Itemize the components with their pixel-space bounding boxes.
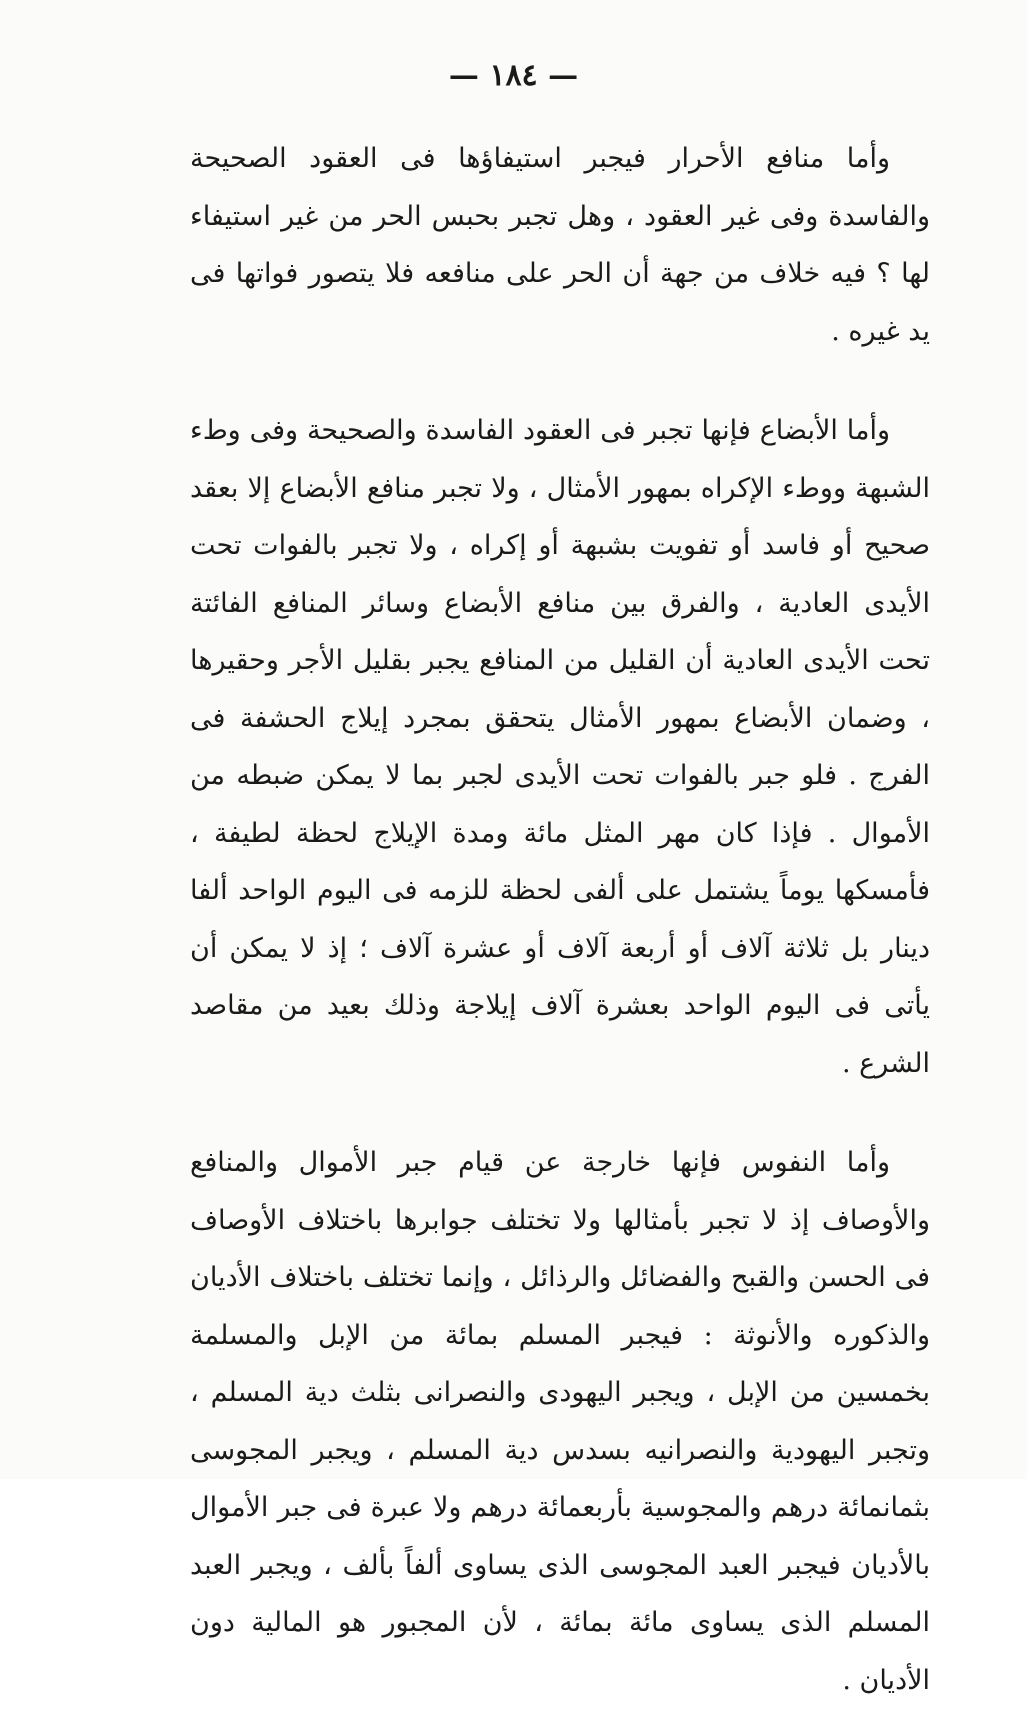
paragraph-manafi-al-ahrar: وأما منافع الأحرار فيجبر استيفاؤها فى العقود الصحيحة والفاسدة وفى غير العقود ، وهل تجبر بحبس الحر من غير استيفاء لها ؟ فيه خلاف من جهة أن الحر على منافعه فلا يتصور فواتها فى يد غيره . (190, 143, 930, 347)
paragraph-al-abda: وأما الأبضاع فإنها تجبر فى العقود الفاسدة والصحيحة وفى وطء الشبهة ووطء الإكراه بمهور الأمثال ، ولا تجبر منافع الأبضاع إلا بعقد صحيح أو فاسد أو تفويت بشبهة أو إكراه ، ولا تجبر بالفوات تحت الأيدى العادية ، والفرق بين منافع الأبضاع وسائر المنافع الفائتة تحت الأيدى العادية أن القليل من المنافع يجبر بقليل الأجر وحقيرها ، وضمان الأبضاع بمهور الأمثال يتحقق بمجرد إيلاج الحشفة فى الفرج . فلو جبر بالفوات تحت الأيدى لجبر بما لا يمكن ضبطه من الأموال . فإذا كان مهر المثل مائة ومدة الإيلاج لحظة لطيفة ، فأمسكها يوماً يشتمل على ألفى لحظة للزمه فى اليوم الواحد ألفا دينار بل ثلاثة آلاف أو أربعة آلاف أو عشرة آلاف ؛ إذ لا يمكن أن يأتى فى اليوم الواحد بعشرة آلاف إيلاجة وذلك بعيد من مقاصد الشرع . (190, 415, 930, 1079)
paragraph-al-nufus: وأما النفوس فإنها خارجة عن قيام جبر الأموال والمنافع والأوصاف إذ لا تجبر بأمثالها ولا تختلف جوابرها باختلاف الأوصاف فى الحسن والقبح والفضائل والرذائل ، وإنما تختلف باختلاف الأديان والذكوره والأنوثة : فيجبر المسلم بمائة من الإبل والمسلمة بخمسين من الإبل ، ويجبر اليهودى والنصرانى بثلث دية المسلم ، وتجبر اليهودية والنصرانيه بسدس دية المسلم ، ويجبر المجوسى بثمانمائة درهم والمجوسية بأربعمائة درهم ولا عبرة فى جبر الأموال بالأديان فيجبر العبد المجوسى الذى يساوى ألفاً بألف ، ويجبر العبد المسلم الذى يساوى مائة بمائة ، لأن المجبور هو المالية دون الأديان . (190, 1147, 930, 1696)
body-text (190, 130, 930, 1709)
page-number: — ١٨٤ — (448, 58, 579, 93)
